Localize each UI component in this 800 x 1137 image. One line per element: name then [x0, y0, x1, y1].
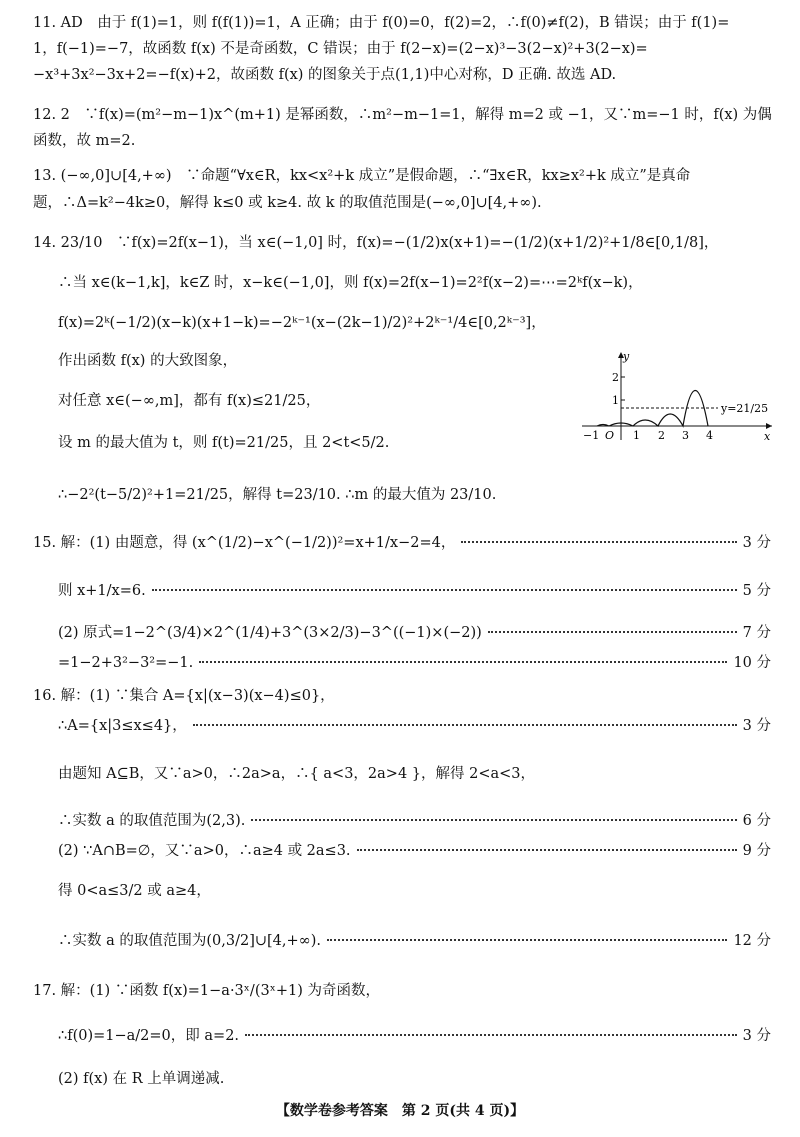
answer-16-row	[58, 840, 771, 862]
answer-14-line-5: 对任意 x∈(−∞,m]，都有 f(x)≤21/25，	[58, 393, 321, 409]
answer-11-line-3: −x³+3x²−3x+2=−f(x)+2，故函数 f(x) 的图象关于点(1,1)中心对称，D 正确. 故选 AD.	[33, 67, 617, 83]
answer-15-step-2: 则 x+1/x=6.	[58, 583, 146, 599]
answer-16-line-1: 16. 解：(1) ∵集合 A={x|(x−3)(x−4)≤0}，	[33, 688, 335, 704]
answer-16-step: ∴A={x|3≤x≤4}，	[58, 718, 187, 734]
answer-13-line-1: 13. (−∞,0]∪[4,+∞) ∵命题“∀x∈R，kx<x²+k 成立”是假命题，∴“∃x∈R，kx≥x²+k 成立”是真命	[33, 168, 691, 184]
dot-leader	[327, 939, 727, 941]
y-tick-label: 1	[612, 394, 619, 407]
x-tick-label: 1	[633, 429, 640, 442]
answer-17-line-1: 17. 解：(1) ∵函数 f(x)=1−a·3ˣ/(3ˣ+1) 为奇函数，	[33, 983, 380, 999]
score-mark: 7 分	[742, 625, 771, 641]
answer-15-step-3: (2) 原式=1−2^(3/4)×2^(1/4)+3^(3×2/3)−3^((−1)×(−2))	[58, 625, 482, 641]
answer-13-line-2: 题，∴Δ=k²−4k≥0，解得 k≤0 或 k≥4. 故 k 的取值范围是(−∞,0]∪[4,+∞).	[33, 195, 542, 211]
answer-15-row	[58, 652, 771, 674]
dot-leader	[245, 1034, 737, 1036]
score-mark: 12 分	[733, 933, 771, 949]
score-mark: 3 分	[742, 535, 771, 551]
answer-16-line-3: 由题知 A⊆B，又∵a>0，∴2a>a，∴{ a<3，2a>4 }，解得 2<a<3，	[58, 766, 536, 782]
answer-17-step: ∴f(0)=1−a/2=0，即 a=2.	[58, 1028, 240, 1044]
answer-15-row	[58, 622, 771, 644]
answer-17-row	[58, 1025, 771, 1047]
page-footer: 【数学卷参考答案 第 2 页(共 4 页)】	[275, 1103, 525, 1119]
answer-16-step: ∴实数 a 的取值范围为(0,3/2]∪[4,+∞).	[58, 933, 321, 949]
answer-15-step-1: 15. 解：(1) 由题意，得 (x^(1/2)−x^(−1/2))²=x+1/x−2=4，	[33, 535, 456, 551]
answer-16-step: (2) ∵A∩B=∅，又∵a>0，∴a≥4 或 2a≤3.	[58, 843, 351, 859]
function-graph	[578, 350, 778, 442]
answer-15-step-4: =1−2+3²−3²=−1.	[58, 655, 194, 671]
reference-line-label: y=21/25	[721, 402, 769, 415]
dot-leader	[488, 631, 737, 633]
y-axis-label: y	[623, 350, 630, 363]
answer-12-line-2: 函数，故 m=2.	[33, 133, 136, 149]
score-mark: 3 分	[742, 1028, 771, 1044]
x-axis-arrow	[766, 423, 772, 429]
answer-14-line-4: 作出函数 f(x) 的大致图象，	[58, 353, 238, 369]
score-mark: 3 分	[742, 718, 771, 734]
score-mark: 5 分	[742, 583, 771, 599]
answer-16-step: ∴实数 a 的取值范围为(2,3).	[58, 813, 246, 829]
dot-leader	[199, 661, 727, 663]
y-tick-label: 2	[612, 371, 619, 384]
answer-16-row	[58, 930, 771, 952]
origin-label: O	[605, 429, 615, 442]
x-tick-label: 4	[706, 429, 713, 442]
score-mark: 6 分	[742, 813, 771, 829]
x-tick-label: −1	[583, 429, 600, 442]
score-mark: 10 分	[733, 655, 771, 671]
answer-14-line-1: 14. 23/10 ∵f(x)=2f(x−1)，当 x∈(−1,0] 时，f(x)=−(1/2)x(x+1)=−(1/2)(x+1/2)²+1/8∈[0,1/8]，	[33, 235, 719, 251]
x-tick-label: 2	[658, 429, 665, 442]
answer-17-line-3: (2) f(x) 在 R 上单调递减.	[58, 1071, 225, 1087]
dot-leader	[357, 849, 737, 851]
dot-leader	[152, 589, 737, 591]
answer-15-row	[33, 532, 771, 554]
dot-leader	[251, 819, 736, 821]
dot-leader	[193, 724, 737, 726]
answer-11-line-2: 1，f(−1)=−7，故函数 f(x) 不是奇函数，C 错误；由于 f(2−x)=(2−x)³−3(2−x)²+3(2−x)=	[33, 41, 648, 57]
answer-16-line-6: 得 0<a≤3/2 或 a≥4，	[58, 883, 211, 899]
answer-16-row	[58, 715, 771, 737]
score-mark: 9 分	[742, 843, 771, 859]
x-tick-label: 3	[682, 429, 689, 442]
answer-14-line-3: f(x)=2ᵏ(−1/2)(x−k)(x+1−k)=−2ᵏ⁻¹(x−(2k−1)/2)²+2ᵏ⁻¹/4∈[0,2ᵏ⁻³]，	[58, 315, 546, 331]
dot-leader	[461, 541, 736, 543]
answer-11-line-1: 11. AD 由于 f(1)=1，则 f(f(1))=1，A 正确；由于 f(0)=0，f(2)=2，∴f(0)≠f(2)，B 错误；由于 f(1)=	[33, 15, 730, 31]
answer-14-line-2: ∴当 x∈(k−1,k]，k∈Z 时，x−k∈(−1,0]，则 f(x)=2f(x−1)=2²f(x−2)=⋯=2ᵏf(x−k)，	[58, 275, 643, 291]
answer-16-row	[58, 810, 771, 832]
answer-14-line-7: ∴−2²(t−5/2)²+1=21/25，解得 t=23/10. ∴m 的最大值为 23/10.	[58, 487, 497, 503]
answer-14-line-6: 设 m 的最大值为 t，则 f(t)=21/25，且 2<t<5/2.	[58, 435, 390, 451]
answer-15-row	[58, 580, 771, 602]
x-axis-label: x	[764, 430, 771, 442]
answer-12-line-1: 12. 2 ∵f(x)=(m²−m−1)x^(m+1) 是幂函数，∴m²−m−1=1，解得 m=2 或 −1，又∵m=−1 时，f(x) 为偶	[33, 107, 772, 123]
